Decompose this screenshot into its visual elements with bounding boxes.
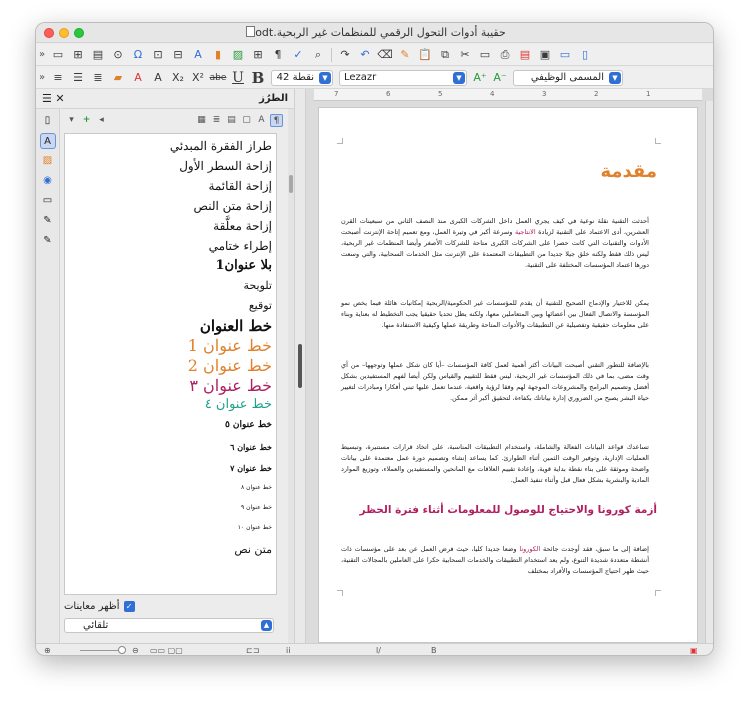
- superscript-button[interactable]: X²: [192, 70, 204, 84]
- shadow-button[interactable]: A: [154, 70, 162, 84]
- sidebar-menu-icon[interactable]: ☰ ✕: [42, 92, 65, 105]
- language-status: ii: [286, 646, 291, 655]
- navigator-icon[interactable]: ◉: [43, 175, 52, 186]
- font-color-button[interactable]: A: [134, 70, 142, 84]
- formatting-toolbar: [36, 67, 713, 89]
- word-count-status: ا/: [376, 646, 381, 655]
- style-item[interactable]: تلويحة: [243, 279, 272, 292]
- document-icon: [246, 26, 255, 37]
- ruler-tick: 2: [594, 90, 599, 98]
- formatting-marks-icon[interactable]: ¶: [274, 47, 282, 61]
- title-bar: [36, 23, 713, 43]
- paragraph: أحدثت التقنية نقلة نوعية في كيف يجري العمل داخل الشركات الكبرى منذ النصف الثاني من سبعينات القرن العشرين، أدى الاعتماد على التقنية لزيادة الانتاجية وسرعة أكبر في وتيرة العمل، ومع تعميم إتاحة الإنترنت أصبحت الأدوات والتقنيات التي كانت حصرا على الشركات الكبرى متاحة للشركات الأصغر وأيضا المنظمات غير الربحية، ليس ذلك فقط ولكنه خلق جيلا جديدا من التطبيقات المعتمدة على الإنترنت مثل الخدمات السحابية، والتي وسعت دورها اعتماد المؤسسات المختلفة على التقنية.: [341, 217, 649, 269]
- copy-icon[interactable]: ⧉: [441, 47, 449, 61]
- comment-icon[interactable]: ▭: [52, 47, 64, 61]
- highlight-color-icon[interactable]: ▰: [113, 70, 123, 84]
- insert-field-icon[interactable]: ▤: [92, 47, 104, 61]
- ruler-tick: 7: [334, 90, 339, 98]
- shrink-font-icon[interactable]: A⁻: [493, 70, 507, 84]
- styles-list[interactable]: [64, 133, 277, 595]
- chevron-down-icon: ▼: [453, 72, 465, 84]
- standard-toolbar: [36, 44, 713, 66]
- insert-table-icon[interactable]: ⊞: [253, 47, 263, 61]
- gallery-icon[interactable]: ▨: [42, 155, 53, 166]
- justify-icon[interactable]: ≣: [93, 70, 103, 84]
- styles-icon[interactable]: A: [40, 133, 56, 149]
- page-corner-mark: [337, 138, 343, 144]
- document-area: [306, 89, 714, 643]
- style-item[interactable]: خط عنوان ٧: [230, 463, 272, 473]
- cut-icon[interactable]: ✂: [460, 47, 470, 61]
- zoom-slider-knob[interactable]: [118, 646, 126, 654]
- list-styles-icon[interactable]: ≣: [212, 114, 221, 125]
- app-window: [35, 22, 714, 656]
- align-right-icon[interactable]: ≡: [53, 70, 63, 84]
- paragraph-styles-icon[interactable]: ¶: [270, 114, 283, 127]
- table-styles-icon[interactable]: ▦: [197, 114, 206, 125]
- special-character-icon[interactable]: Ω: [133, 47, 143, 61]
- style-item[interactable]: خط عنوان ٣: [189, 376, 272, 395]
- style-filter-select[interactable]: تلقائي ▲: [64, 618, 274, 633]
- align-center-icon[interactable]: ☰: [73, 70, 83, 84]
- sidebar-header: [36, 89, 294, 109]
- page-corner-mark: [655, 138, 661, 144]
- toolbar-separator: [331, 48, 332, 62]
- page-icon[interactable]: ▭: [42, 195, 53, 206]
- style-item[interactable]: إطراء ختامي: [208, 239, 272, 253]
- manage-changes-icon[interactable]: ✎: [43, 235, 52, 246]
- splitter-grip[interactable]: [298, 344, 302, 388]
- toolbar-overflow-icon[interactable]: »: [38, 49, 46, 60]
- grow-font-icon[interactable]: A⁺: [473, 70, 487, 84]
- style-item[interactable]: خط العنوان: [199, 317, 272, 335]
- style-item[interactable]: إزاحة القائمة: [208, 179, 272, 193]
- print-icon[interactable]: ⎙: [500, 47, 510, 61]
- hyperlink-icon[interactable]: ⊙: [113, 47, 123, 61]
- page-status: B: [431, 646, 437, 655]
- style-item[interactable]: طراز الفقرة المبدئي: [169, 139, 272, 153]
- character-styles-icon[interactable]: A: [258, 114, 265, 125]
- paragraph: بالإضافة للتطور التقني أصبحت البيانات أكثر أهمية لعمل كافة المؤسسات –أيا كان شكل عملها وتوجهها– من أي وقت مضى، بما في ذلك المؤسسات غير الربحية، ليس فقط للتقييم والقياس ولكن أيضا لفهم المستفيدين بشكل أفضل وتصميم البرامج والمشروعات الموجهة لهم وفقا لرؤية واقعية، عندما تعمل عليها تبني أفكارا ومبادرات لتغيير حياة البشر يصبح من الضروري إدارة بياناتك بكفاءة، لتحقيق أكبر أثر ممكن.: [341, 361, 649, 402]
- page-break-icon[interactable]: ⊞: [73, 47, 83, 61]
- page-corner-mark: [337, 590, 343, 596]
- style-item[interactable]: خط عنوان ٦: [230, 442, 272, 452]
- page-corner-mark: [655, 590, 661, 596]
- zoom-out-icon[interactable]: ⊕: [44, 646, 51, 655]
- document-modified-icon[interactable]: ▣: [690, 646, 698, 655]
- chevron-down-icon: ▼: [609, 72, 621, 84]
- styles-footer: [64, 601, 277, 633]
- style-item[interactable]: إزاحة متن النص: [193, 199, 272, 213]
- heading-introduction: مقدمة: [600, 161, 657, 182]
- print-preview-icon[interactable]: ▭: [479, 47, 491, 61]
- subscript-button[interactable]: X₂: [172, 70, 184, 84]
- paragraph-style-select[interactable]: المسمى الوظيفي ▼: [513, 70, 623, 86]
- show-previews-row: [64, 601, 277, 612]
- paste-icon[interactable]: 📋: [418, 47, 432, 61]
- selection-mode-icon[interactable]: ⊏⊐: [246, 646, 260, 655]
- page-styles-icon[interactable]: ▤: [227, 114, 236, 125]
- heading-corona-crisis: أزمة كورونا والاحتياج للوصول للمعلومات أثناء فترة الحظر: [359, 504, 657, 516]
- ruler-tick: 6: [386, 90, 391, 98]
- underline-button[interactable]: U: [232, 69, 244, 86]
- style-item[interactable]: خط عنوان ١٠: [237, 524, 272, 531]
- document-scrollbar[interactable]: [705, 101, 714, 643]
- ruler-tick: 3: [542, 90, 547, 98]
- footnote-icon[interactable]: ⊟: [173, 47, 183, 61]
- style-item[interactable]: بلا عنوان1: [215, 258, 272, 273]
- chevron-down-icon: ▲: [261, 620, 272, 631]
- font-size-select[interactable]: نقطة 42 ▼: [271, 70, 333, 86]
- styles-toolbar: [60, 109, 288, 131]
- clone-formatting-icon[interactable]: ✎: [400, 47, 410, 61]
- redo-icon[interactable]: ↷: [340, 47, 350, 61]
- ruler-tick: 5: [438, 90, 443, 98]
- style-actions-dropdown-icon[interactable]: ▾: [69, 114, 74, 125]
- paragraph: يمكن للاختيار والإدماج الصحيح للتقنية أن يقدم للمؤسسات غير الحكومية/الربحية إمكانيات هائلة فيما يخص نمو المؤسسة والاتصال الفعال بين أعضائها وبين المتعاملين معها، ولكنه يظل تحديا حقيقيا يجب التخطيط له بعناية وبناء على معلومات حقيقية وتفصيلية عن التطبيقات والأدوات المتاحة وطريقة عملها وكيفية الاستفادة منها.: [341, 299, 649, 329]
- style-item[interactable]: توقيع: [248, 299, 272, 312]
- undo-icon[interactable]: ↶: [360, 47, 370, 61]
- document-page[interactable]: [318, 107, 698, 643]
- style-item[interactable]: إزاحة السطر الأول: [179, 159, 272, 173]
- style-inspector-icon[interactable]: ✎: [43, 215, 52, 226]
- status-bar: [36, 643, 713, 656]
- styles-scroll-thumb[interactable]: [289, 175, 293, 193]
- chevron-down-icon: ▼: [319, 72, 331, 84]
- ruler-tick: 1: [646, 90, 651, 98]
- find-replace-icon[interactable]: ⌕: [314, 47, 322, 61]
- new-document-icon[interactable]: ▯: [581, 47, 589, 61]
- style-item[interactable]: خط عنوان ٩: [240, 504, 272, 511]
- show-previews-checkbox[interactable]: ✓: [124, 601, 135, 612]
- update-style-icon[interactable]: ◂: [99, 114, 104, 125]
- paragraph: إضافة إلى ما سبق، فقد أوجدت جائحة الكورونا وضعا جديدا كليا، حيث فرض العمل عن بعد على مؤسسات ذات أنشطة متعددة شديدة التنوع، ولم يعد استخدام التطبيقات والخدمات السحابية حكرا على العاملين بالمجالات التقنية، حيث ظهر احتياج المؤسسات والأفراد بمختلف: [341, 545, 649, 575]
- insert-image-icon[interactable]: ▨: [232, 47, 244, 61]
- text-frame-icon[interactable]: A: [194, 47, 202, 61]
- zoom-in-icon[interactable]: ⊖: [132, 646, 139, 655]
- ruler-tick: 4: [490, 90, 495, 98]
- show-previews-label: أظهر معاينات: [64, 601, 120, 612]
- font-name-select[interactable]: Lezazr ▼: [339, 70, 467, 86]
- toolbar-overflow-icon[interactable]: »: [38, 72, 46, 83]
- frame-styles-icon[interactable]: ▢: [242, 114, 251, 125]
- style-item[interactable]: خط عنوان ٨: [240, 484, 272, 491]
- styles-panel: [60, 109, 288, 643]
- window-title: حقيبة أدوات التحول الرقمي للمنظمات غير الربحية.odt: [36, 26, 713, 39]
- horizontal-ruler[interactable]: [314, 89, 702, 101]
- clear-formatting-icon[interactable]: ⌫: [377, 47, 393, 61]
- open-icon[interactable]: ▭: [559, 47, 571, 61]
- sidebar-title: الطرُز: [259, 93, 288, 104]
- properties-icon[interactable]: ▯: [44, 115, 51, 126]
- sidebar-splitter[interactable]: [294, 89, 306, 643]
- strikethrough-button[interactable]: abe: [209, 72, 227, 83]
- bold-button[interactable]: B: [251, 68, 265, 87]
- style-item[interactable]: خط عنوان 1: [187, 336, 272, 355]
- spellcheck-icon[interactable]: ✓: [293, 47, 303, 61]
- style-item[interactable]: إزاحة معلَّقة: [213, 219, 272, 233]
- style-item[interactable]: خط عنوان ٥: [224, 420, 272, 430]
- export-pdf-icon[interactable]: ▤: [519, 47, 531, 61]
- text-box-icon[interactable]: ⊡: [153, 47, 163, 61]
- save-icon[interactable]: ▣: [539, 47, 551, 61]
- paragraph: تساعدك قواعد البيانات الفعالة والشاملة، واستخدام التطبيقات المناسبة، على اتخاذ قرارات مستنيرة، وتبسيط العمليات الإدارية، وتوفير الوقت الثمين أثناء الطوارئ. كما يساعد إنشاء وتصميم دورة عمل معتمدة على بيانات واضحة وموثقة على بناء نقطة بداية قوية، وإعادة تقييم العلاقات مع المانحين والمستفيدين والعملاء، وتوزيع الموارد المادية والبشرية بشكل فعال قبل وأثناء تنفيذ العمل.: [341, 443, 649, 484]
- style-item[interactable]: خط عنوان 2: [187, 356, 272, 375]
- new-style-icon[interactable]: +: [82, 114, 91, 125]
- sidebar-deck-tabs: [36, 109, 60, 643]
- style-item[interactable]: خط عنوان ٤: [204, 397, 272, 412]
- style-item[interactable]: متن نص: [234, 543, 272, 556]
- view-layout-icon[interactable]: ▭▭ ▢▢: [150, 646, 183, 655]
- insert-chart-icon[interactable]: ▮: [214, 47, 222, 61]
